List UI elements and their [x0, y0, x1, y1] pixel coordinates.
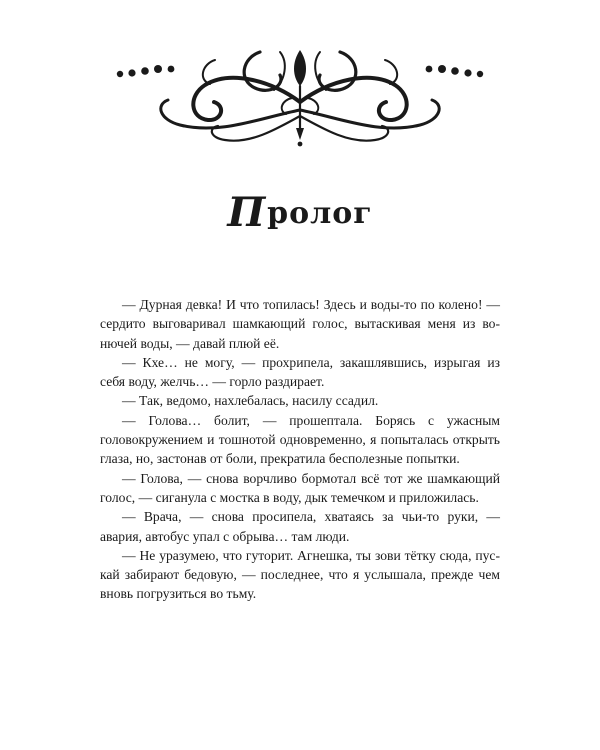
- paragraph: — Не уразумею, что гуторит. Агнешка, ты зови тётку сюда, пускай забирают бедовую, — последнее, что я услышала, прежде чем вновь погрузиться во тьму.: [100, 547, 500, 602]
- chapter-title: [0, 186, 600, 236]
- chapter-title-rest: ролог: [267, 196, 373, 231]
- paragraph: — Так, ведомо, нахлебалась, насилу ссадил.: [122, 393, 379, 409]
- paragraph: — Кхе… не могу, — прохрипела, закашлявшись, изрыгая из себя воду, желчь… — горло раздирает.: [100, 354, 500, 390]
- flourish-ornament-icon: [110, 40, 490, 150]
- paragraph: — Голова… болит, — прошептала. Борясь с ужасным головокружением и тошнотой одновременно, я попыталась открыть глаза, но, застонав от боли, прекратила бесполезные попытки.: [100, 412, 500, 467]
- chapter-body: [100, 295, 500, 604]
- paragraph: — Дурная девка! И что топилась! Здесь и воды-то по колено! — сердито выговаривал шамкающий голос, вытаскивая меня из вонючей воды, — давай плюй её.: [100, 297, 500, 351]
- paragraph: — Голова, — снова ворчливо бормотал всё тот же шамкающий голос, — сиганула с мостка в воду, дык темечком и приложилась.: [100, 470, 500, 505]
- chapter-title-initial: П: [227, 189, 267, 236]
- paragraph: — Врача, — снова просипела, хватаясь за чьи-то руки, — авария, автобус упал с обрыва… там люди.: [100, 509, 500, 544]
